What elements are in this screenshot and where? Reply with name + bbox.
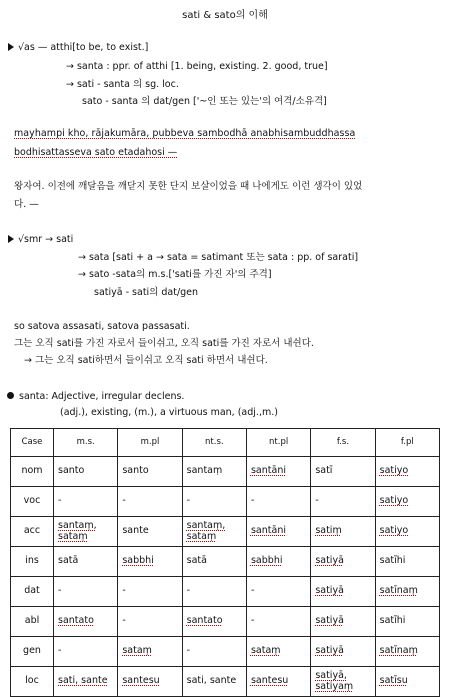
table-cell: - <box>118 607 182 637</box>
table-cell: - <box>246 607 310 637</box>
header-fs: f.s. <box>311 429 375 457</box>
case-label: ins <box>11 547 54 577</box>
case-label: nom <box>11 457 54 487</box>
table-cell: - <box>311 487 375 517</box>
korean-translation-1b: 다. — <box>14 199 39 210</box>
table-row <box>11 547 440 577</box>
table-cell: santāni <box>246 457 310 487</box>
table-cell: santaṃ, sataṃ <box>182 517 246 547</box>
table-cell: sabbhi <box>118 547 182 577</box>
header-ms: m.s. <box>54 429 118 457</box>
table-cell: santaṃ <box>182 457 246 487</box>
pali-sentence-2: so satova assasati, satova passasati. <box>14 321 190 332</box>
table-cell: - <box>118 577 182 607</box>
case-label: gen <box>11 637 54 667</box>
table-cell: satiyo <box>375 517 439 547</box>
section1-root: √as — atthi[to be, to exist.] <box>18 42 149 53</box>
table-cell: santo <box>118 457 182 487</box>
table-row <box>11 607 440 637</box>
table-cell: satīhi <box>375 547 439 577</box>
table-cell: sataṃ <box>118 637 182 667</box>
declension-table <box>10 428 440 697</box>
table-cell: santāni <box>246 517 310 547</box>
table-cell: santesu <box>118 667 182 697</box>
table-cell: santaṃ, sataṃ <box>54 517 118 547</box>
case-label: loc <box>11 667 54 697</box>
table-cell: - <box>54 637 118 667</box>
section1-line-3: sato - santa 의 dat/gen ['~인 또는 있는'의 여격/소유격] <box>82 96 327 107</box>
table-cell: santo <box>54 457 118 487</box>
section1-line-2: → sati - santa 의 sg. loc. <box>66 79 179 90</box>
table-cell: - <box>182 577 246 607</box>
table-cell: satiyā, satiyaṃ <box>311 667 375 697</box>
document-title: sati & sato의 이해 <box>182 10 268 21</box>
table-row <box>11 577 440 607</box>
case-label: abl <box>11 607 54 637</box>
table-cell: satīsu <box>375 667 439 697</box>
case-label: dat <box>11 577 54 607</box>
table-cell: santesu <box>246 667 310 697</box>
table-cell: satā <box>182 547 246 577</box>
table-cell: satīnaṃ <box>375 637 439 667</box>
section2-line-2: → sato -sata의 m.s.['sati를 가진 자'의 주격] <box>78 269 272 280</box>
pali-sentence-1a: mayhampi kho, rājakumāra, pubbeva sambodhā anabhisambuddhassa <box>14 128 356 139</box>
table-header-row <box>11 429 440 457</box>
case-label: acc <box>11 517 54 547</box>
table-cell: santato <box>54 607 118 637</box>
table-cell: satiyā <box>311 547 375 577</box>
section1-line-1: → santa : ppr. of atthi [1. being, existing. 2. good, true] <box>66 61 328 72</box>
section2-line-1: → sata [sati + a → sata = satimant 또는 sata : pp. of sarati] <box>78 252 359 263</box>
table-cell: - <box>118 487 182 517</box>
table-row <box>11 667 440 697</box>
table-cell: - <box>246 577 310 607</box>
table-cell: sataṃ <box>246 637 310 667</box>
table-row <box>11 487 440 517</box>
table-row <box>11 457 440 487</box>
triangle-bullet-icon <box>8 235 14 243</box>
table-cell: satiyo <box>375 457 439 487</box>
table-cell: sati, sante <box>54 667 118 697</box>
section2-root: √smr → sati <box>18 234 74 245</box>
section3-heading <box>7 392 184 403</box>
table-cell: satī <box>311 457 375 487</box>
header-ntpl: nt.pl <box>246 429 310 457</box>
table-row <box>11 517 440 547</box>
table-cell: satiyo <box>375 487 439 517</box>
table-cell: - <box>246 487 310 517</box>
table-cell: satiyā <box>311 607 375 637</box>
header-nts: nt.s. <box>182 429 246 457</box>
section1-heading <box>8 43 148 54</box>
table-cell: sabbhi <box>246 547 310 577</box>
header-case: Case <box>11 429 54 457</box>
table-cell: satiṃ <box>311 517 375 547</box>
header-fpl: f.pl <box>375 429 439 457</box>
table-cell: - <box>54 487 118 517</box>
table-cell: santato <box>182 607 246 637</box>
table-cell: satā <box>54 547 118 577</box>
table-cell: sati, sante <box>182 667 246 697</box>
header-mpl: m.pl <box>118 429 182 457</box>
table-cell: - <box>54 577 118 607</box>
section2-line-3: satiyā - sati의 dat/gen <box>94 287 199 298</box>
table-cell: satīnaṃ <box>375 577 439 607</box>
santa-subheading: (adj.), existing, (m.), a virtuous man, (adj.,m.) <box>60 407 278 418</box>
table-cell: satiyā <box>311 637 375 667</box>
circle-bullet-icon <box>7 392 14 399</box>
table-cell: sante <box>118 517 182 547</box>
korean-translation-2a: 그는 오직 sati를 가진 자로서 들이쉬고, 오직 sati를 가진 자로서 내쉰다. <box>14 338 314 349</box>
table-cell: - <box>182 637 246 667</box>
korean-translation-2b: → 그는 오직 sati하면서 들이쉬고 오직 sati 하면서 내쉰다. <box>24 355 268 366</box>
korean-translation-1a: 왕자여. 이전에 깨달음을 깨닫지 못한 단지 보살이었을 때 나에게도 이런 생각이 있었 <box>14 181 363 192</box>
table-cell: satīhi <box>375 607 439 637</box>
triangle-bullet-icon <box>8 43 14 51</box>
table-cell: - <box>182 487 246 517</box>
section2-heading <box>8 235 73 246</box>
table-cell: satiyā <box>311 577 375 607</box>
table-row <box>11 637 440 667</box>
pali-sentence-1b: bodhisattasseva sato etadahosi — <box>14 147 178 158</box>
santa-heading: santa: Adjective, irregular declens. <box>19 391 185 402</box>
case-label: voc <box>11 487 54 517</box>
